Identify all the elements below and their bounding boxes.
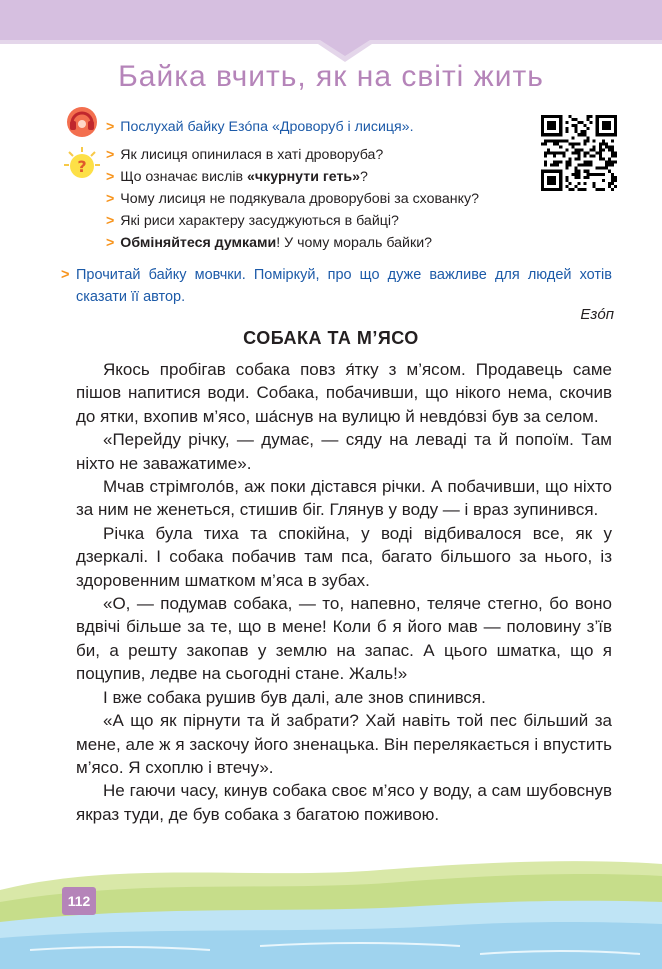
page-number: 112 xyxy=(62,887,96,915)
paragraph: «А що як пірнути та й забрати? Хай навіть той пес більший за мене, але ж я заскочу його зненацька. Він перелякається і впустить м’ясо. Я схоплю і втечу». xyxy=(76,711,612,777)
header-banner xyxy=(0,0,662,64)
question-item: > Як лисиця опинилася в хаті дроворуба? xyxy=(106,147,384,163)
question-item: > Чому лисиця не подякувала дроворубові за схованку? xyxy=(106,191,479,207)
arrow-icon: > xyxy=(106,169,115,185)
reading-task: > Прочитай байку мовчки. Поміркуй, про що дуже важливе для людей хотів сказати її автор. xyxy=(76,264,612,308)
story-text xyxy=(76,358,612,826)
question-item: > Обміняйтеся думками! У чому мораль байки? xyxy=(106,235,433,251)
question-item: > Які риси характеру засуджуються в байці? xyxy=(106,213,399,229)
paragraph: «О, — подумав собака, — то, напевно, теляче стегно, бо воно вдвічі більше за те, що в мене! Коли б я його мав — половину з’їв би, а решту закопав у землю на запас. А цього шматка, що я поцупив, ледве на сьогодні стане. Жаль!» xyxy=(76,594,612,684)
arrow-icon: > xyxy=(106,191,115,207)
arrow-icon: > xyxy=(106,147,115,163)
paragraph: Якось пробігав собака повз я́тку з м’ясом. Продавець саме пішов напитися води. Собака, побачивши, що нікого нема, скочив до ятки, вхопив м’ясо, ша́снув на вулицю й невдо́взі був за селом. xyxy=(76,360,612,426)
story-title: СОБАКА ТА М’ЯСО xyxy=(243,328,419,348)
arrow-icon: > xyxy=(106,119,115,135)
arrow-icon: > xyxy=(106,213,115,229)
river-illustration xyxy=(0,850,662,969)
arrow-icon: > xyxy=(106,235,115,251)
paragraph: «Перейду річку, — думає, — сяду на леваді та й попоїм. Там ніхто не заважатиме». xyxy=(76,430,612,473)
paragraph: Мчав стрімголо́в, аж поки дістався річки. А побачивши, що ніхто за ним не женеться, стишив біг. Глянув у воду — і враз зупинився. xyxy=(76,477,612,520)
listen-task: > Послухай байку Езóпа «Дроворуб і лисиця». xyxy=(106,119,414,135)
author: Езóп xyxy=(580,306,614,323)
paragraph: Річка була тиха та спокійна, у воді відбивалося все, як у дзеркалі. І собака побачив там пса, багато більшого за нього, із здоровенним шматком м’яса в зубах. xyxy=(76,523,612,590)
arrow-icon: > xyxy=(61,267,70,283)
section-heading: Байка вчить, як на світі жить xyxy=(118,60,544,93)
question-bulb-icon xyxy=(60,145,104,185)
question-item: > Що означає вислів «чкурнути геть»? xyxy=(106,169,368,185)
paragraph: Не гаючи часу, кинув собака своє м’ясо у воду, а сам шубовснув якраз туди, де був собака з багатою поживою. xyxy=(76,781,612,824)
headphones-icon xyxy=(64,104,100,140)
svg-text:?: ? xyxy=(77,157,87,176)
qr-code[interactable] xyxy=(541,115,617,191)
paragraph: І вже собака рушив був далі, але знов спинився. xyxy=(103,687,486,707)
